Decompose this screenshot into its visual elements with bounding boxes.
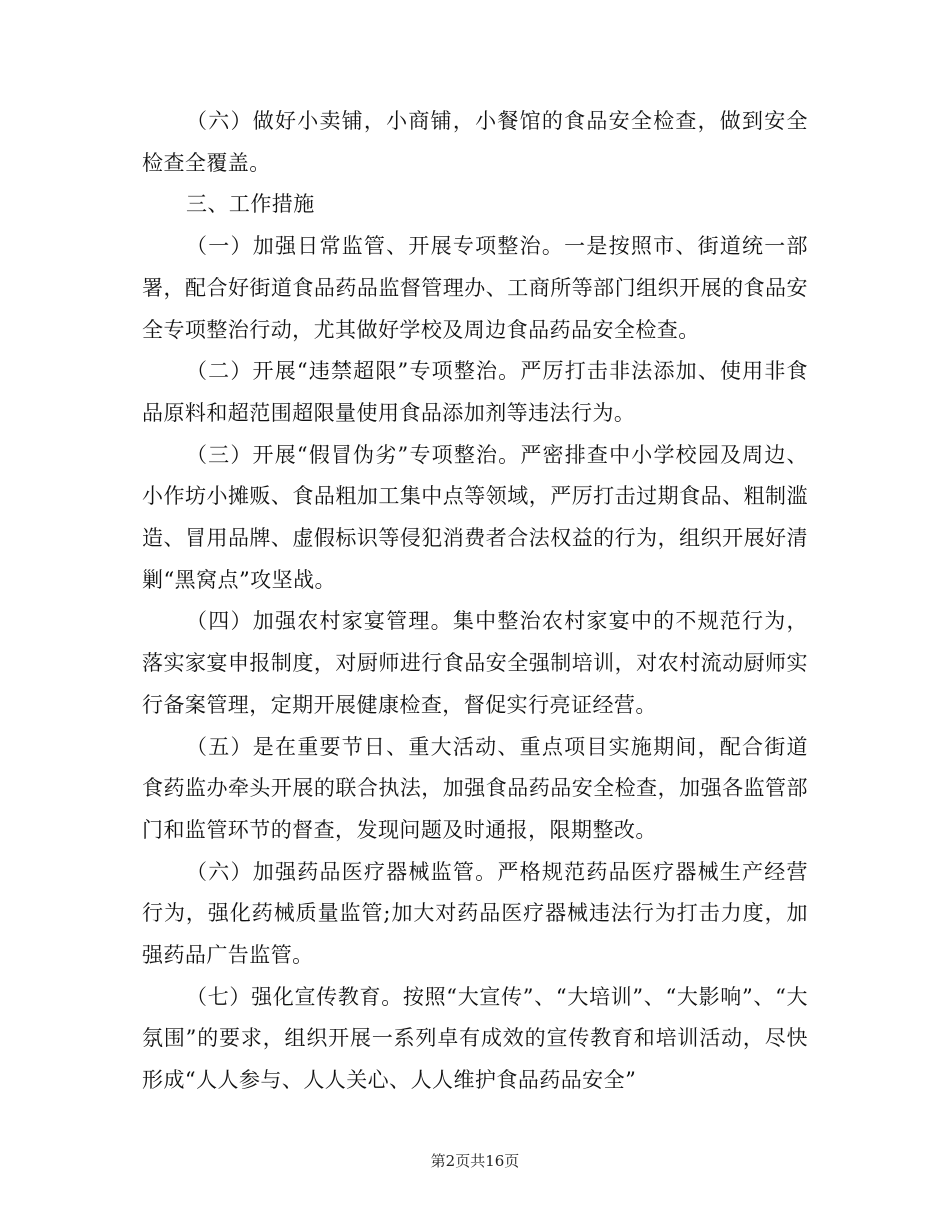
paragraph-measure-2: （二）开展“违禁超限”专项整治。严厉打击非法添加、使用非食品原料和超范围超限量使用食品添加剂等违法行为。 xyxy=(142,359,808,425)
paragraph-measure-1: （一）加强日常监管、开展专项整治。一是按照市、街道统一部署，配合好街道食品药品监督管理办、工商所等部门组织开展的食品安全专项整治行动，尤其做好学校及周边食品药品安全检查。 xyxy=(142,234,808,342)
paragraph-measure-3: （三）开展“假冒伪劣”专项整治。严密排查中小学校园及周边、小作坊小摊贩、食品粗加工集中点等领域，严厉打击过期食品、粗制滥造、冒用品牌、虚假标识等侵犯消费者合法权益的行为，组织开展好清剿“黑窝点”攻坚战。 xyxy=(142,442,808,592)
paragraph-measure-7: （七）强化宣传教育。按照“大宣传”、“大培训”、“大影响”、“大氛围”的要求，组织开展一系列卓有成效的宣传教育和培训活动，尽快形成“人人参与、人人关心、人人维护食品药品安全” xyxy=(142,984,808,1093)
paragraph-measure-6: （六）加强药品医疗器械监管。严格规范药品医疗器械生产经营行为，强化药械质量监管;加大对药品医疗器械违法行为打击力度，加强药品广告监管。 xyxy=(142,859,808,968)
paragraph-measure-4: （四）加强农村家宴管理。集中整治农村家宴中的不规范行为，落实家宴申报制度，对厨师进行食品安全强制培训，对农村流动厨师实行备案管理，定期开展健康检查，督促实行亮证经营。 xyxy=(142,609,808,717)
document-body xyxy=(142,101,808,1102)
section-heading-work-measures: 三、工作措施 xyxy=(186,192,315,217)
paragraph-item-6-full-coverage: （六）做好小卖铺，小商铺，小餐馆的食品安全检查，做到安全检查全覆盖。 xyxy=(142,109,808,175)
page-number-footer: 第2页共16页 xyxy=(430,1152,520,1170)
paragraph-measure-5: （五）是在重要节日、重大活动、重点项目实施期间，配合街道食药监办牵头开展的联合执法，加强食品药品安全检查，加强各监管部门和监管环节的督查，发现问题及时通报，限期整改。 xyxy=(142,734,808,842)
